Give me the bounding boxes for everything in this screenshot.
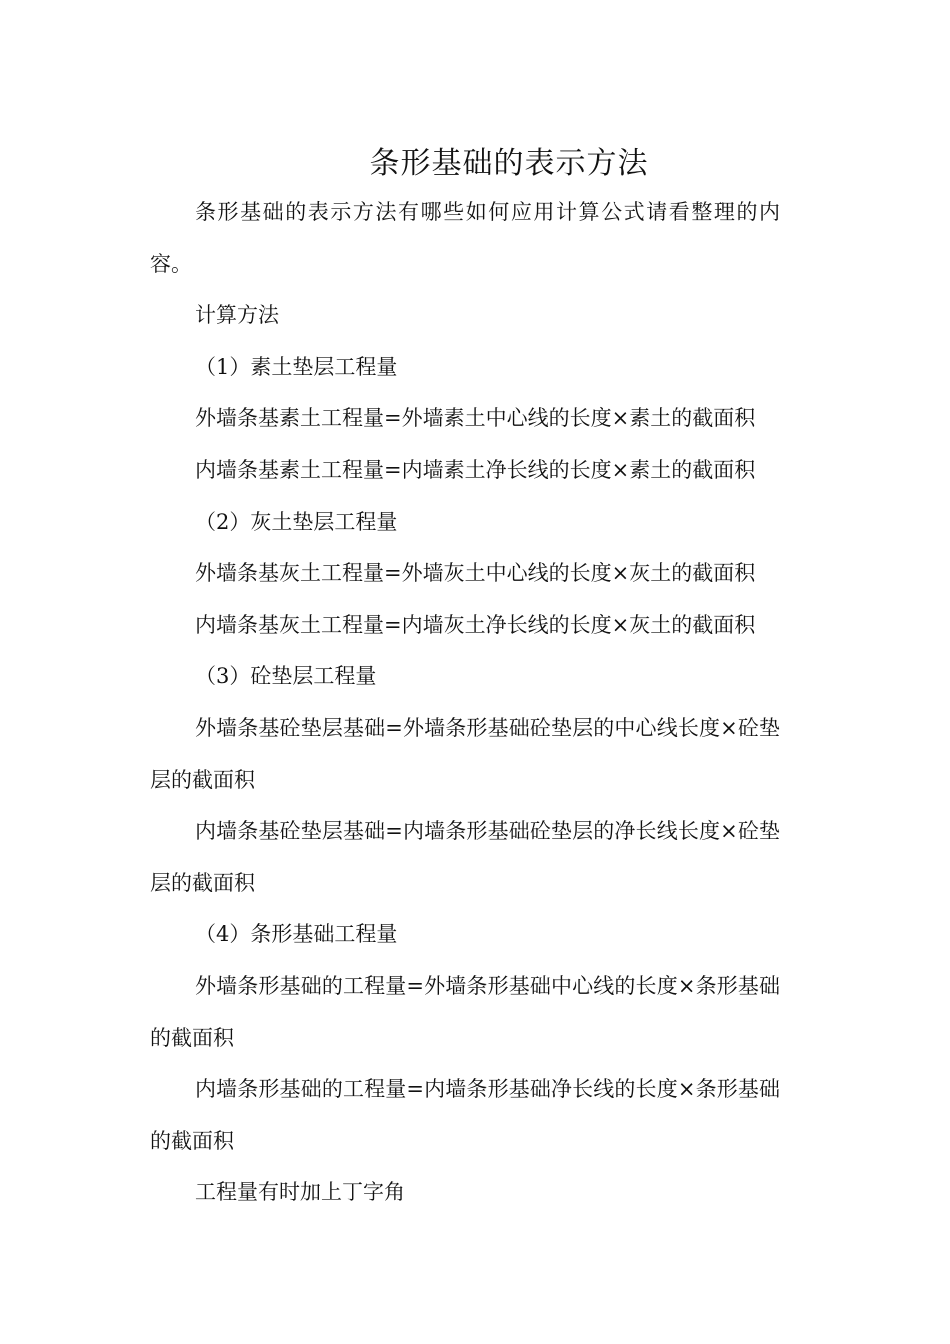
paragraph-formula: 内墙条形基础的工程量=内墙条形基础净长线的长度×条形基础的截面积	[150, 1077, 780, 1153]
paragraph-note: 工程量有时加上丁字角	[195, 1180, 405, 1205]
paragraph-formula: 外墙条基灰土工程量=外墙灰土中心线的长度×灰土的截面积	[195, 561, 756, 586]
paragraph-formula: 外墙条基砼垫层基础=外墙条形基础砼垫层的中心线长度×砼垫层的截面积	[150, 715, 780, 792]
paragraph-intro: 条形基础的表示方法有哪些如何应用计算公式请看整理的内容。	[150, 200, 780, 276]
paragraph-method-heading: 计算方法	[195, 303, 279, 328]
paragraph-formula: 内墙条基素土工程量=内墙素土净长线的长度×素土的截面积	[195, 457, 756, 482]
paragraph-formula: 外墙条形基础的工程量=外墙条形基础中心线的长度×条形基础的截面积	[150, 973, 780, 1050]
paragraph-formula: 内墙条基砼垫层基础=内墙条形基础砼垫层的净长线长度×砼垫层的截面积	[150, 819, 780, 895]
paragraph-section-4: （4）条形基础工程量	[195, 922, 398, 947]
paragraph-formula: 外墙条基素土工程量=外墙素土中心线的长度×素土的截面积	[195, 406, 756, 431]
paragraph-section-1: （1）素土垫层工程量	[195, 354, 398, 379]
paragraph-formula: 内墙条基灰土工程量=内墙灰土净长线的长度×灰土的截面积	[195, 612, 756, 637]
document-body	[150, 187, 780, 1219]
document-title: 条形基础的表示方法	[369, 146, 649, 182]
paragraph-section-3: （3）砼垫层工程量	[195, 664, 377, 689]
paragraph-section-2: （2）灰土垫层工程量	[195, 509, 398, 534]
